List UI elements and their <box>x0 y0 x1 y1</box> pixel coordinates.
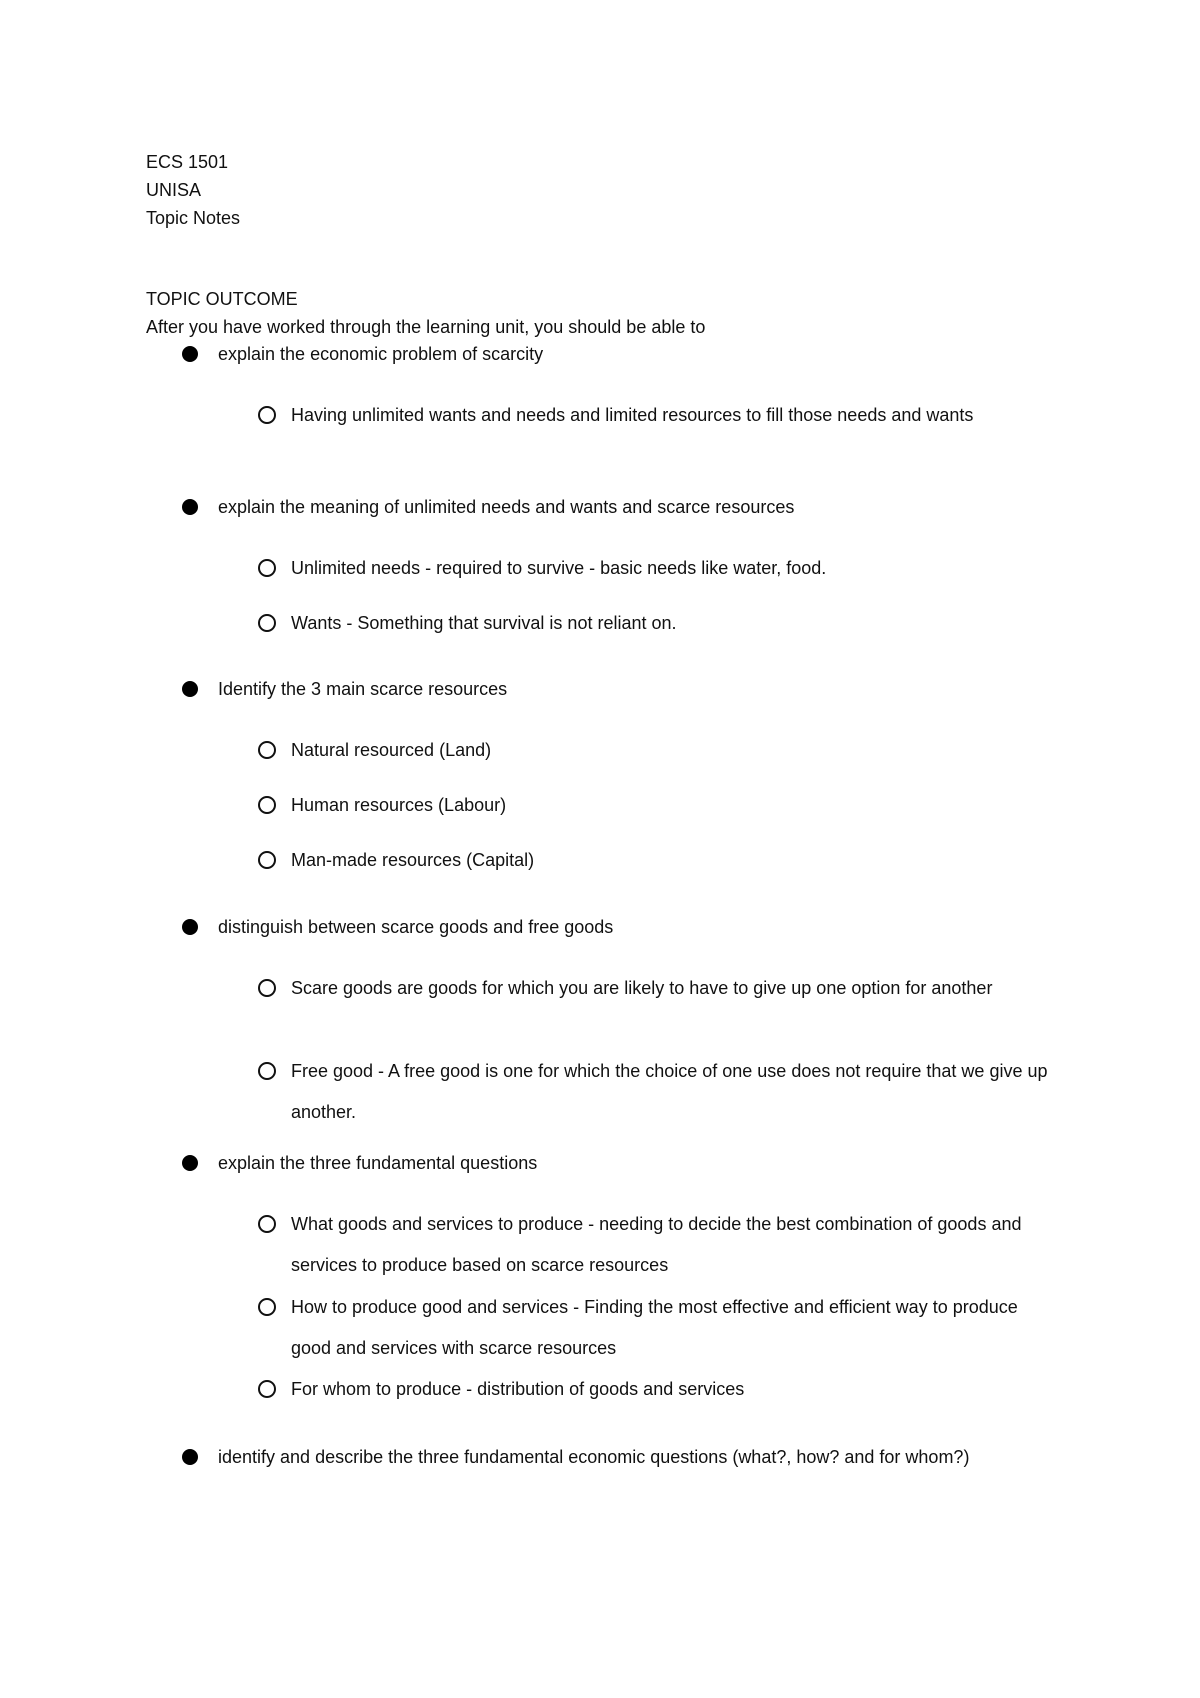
outcome-subitem-text: Human resources (Labour) <box>291 795 507 815</box>
hollow-bullet-icon <box>258 1298 276 1316</box>
filled-bullet-icon <box>182 919 198 935</box>
outcome-subitem-text: Natural resourced (Land) <box>291 740 492 760</box>
outcome-item-text: explain the meaning of unlimited needs and wants and scarce resources <box>218 497 795 517</box>
filled-bullet-icon <box>182 681 198 697</box>
outcome-item-text: explain the economic problem of scarcity <box>218 344 544 364</box>
topic-outcome-intro: After you have worked through the learning unit, you should be able to <box>146 317 706 337</box>
course-code: ECS 1501 <box>146 152 229 172</box>
hollow-bullet-icon <box>258 1380 276 1398</box>
outcome-subitem-text: How to produce good and services - Finding the most effective and efficient way to produce good and services with scarce resources <box>291 1297 1018 1358</box>
hollow-bullet-icon <box>258 851 276 869</box>
institution-name: UNISA <box>146 180 202 200</box>
hollow-bullet-icon <box>258 796 276 814</box>
outcome-item-text: distinguish between scarce goods and free goods <box>218 917 614 937</box>
hollow-bullet-icon <box>258 406 276 424</box>
outcome-subitem-text: What goods and services to produce - needing to decide the best combination of goods and services to produce based on scarce resources <box>291 1214 1022 1275</box>
outcome-subitem-text: Unlimited needs - required to survive - basic needs like water, food. <box>291 558 827 578</box>
outcome-subitem-text: Having unlimited wants and needs and limited resources to fill those needs and wants <box>291 405 974 425</box>
outcome-subitem-text: For whom to produce - distribution of goods and services <box>291 1379 745 1399</box>
hollow-bullet-icon <box>258 741 276 759</box>
outcome-subitem-text: Wants - Something that survival is not reliant on. <box>291 613 677 633</box>
filled-bullet-icon <box>182 1155 198 1171</box>
filled-bullet-icon <box>182 499 198 515</box>
outcome-item-text: identify and describe the three fundamental economic questions (what?, how? and for whom?) <box>218 1447 970 1467</box>
filled-bullet-icon <box>182 346 198 362</box>
outcome-item-text: explain the three fundamental questions <box>218 1153 538 1173</box>
hollow-bullet-icon <box>258 614 276 632</box>
document-subtitle: Topic Notes <box>146 208 241 228</box>
hollow-bullet-icon <box>258 1215 276 1233</box>
outcome-subitem-text: Free good - A free good is one for which the choice of one use does not require that we give up another. <box>291 1061 1048 1122</box>
hollow-bullet-icon <box>258 559 276 577</box>
hollow-bullet-icon <box>258 1062 276 1080</box>
outcome-subitem-text: Scare goods are goods for which you are likely to have to give up one option for another <box>291 978 993 998</box>
hollow-bullet-icon <box>258 979 276 997</box>
topic-outcome-heading: TOPIC OUTCOME <box>146 289 298 309</box>
filled-bullet-icon <box>182 1449 198 1465</box>
outcome-item-text: Identify the 3 main scarce resources <box>218 679 508 699</box>
outcome-subitem-text: Man-made resources (Capital) <box>291 850 535 870</box>
